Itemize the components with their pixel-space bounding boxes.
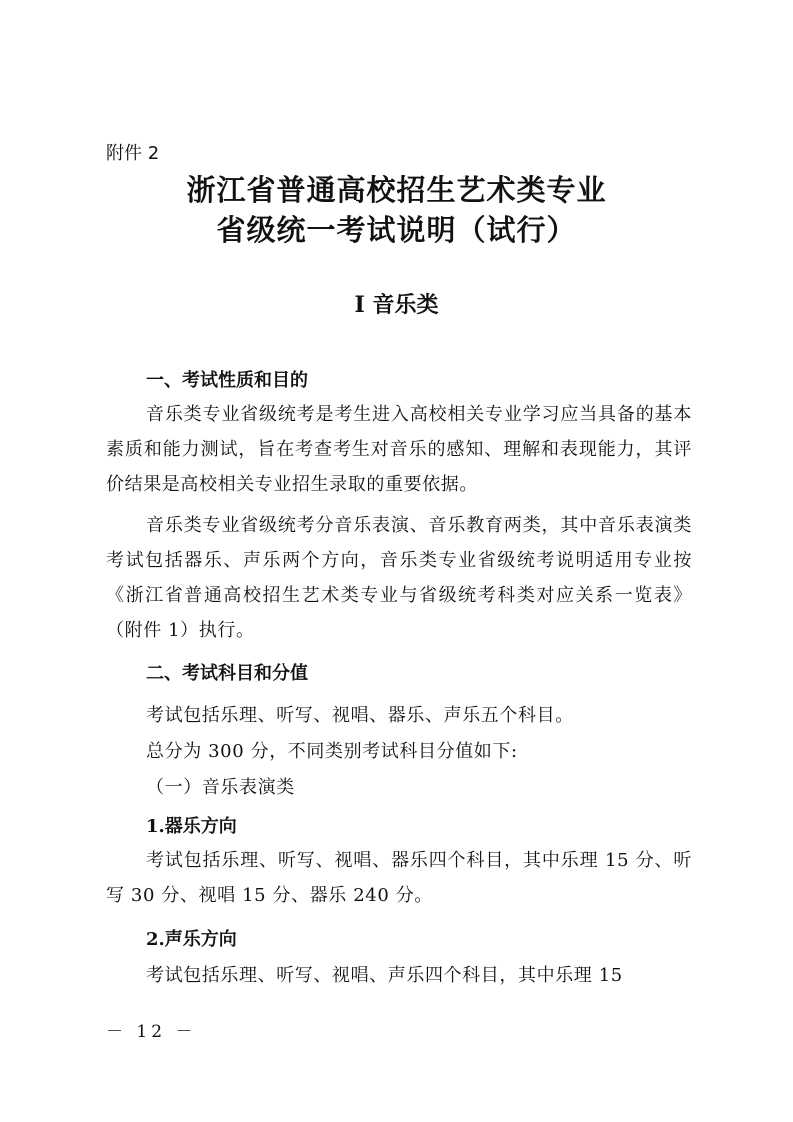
line-vocal: 考试包括乐理、听写、视唱、声乐四个科目，其中乐理 15	[146, 965, 623, 986]
heading-exam-nature: 一、考试性质和目的	[146, 370, 308, 391]
line-performance-category: （一）音乐表演类	[146, 777, 295, 798]
paragraph-instrumental: 考试包括乐理、听写、视唱、器乐四个科目，其中乐理 15 分、听写 30 分、视唱 15 分、器乐 240 分。	[106, 850, 692, 906]
attachment-label: 附件 2	[106, 143, 160, 164]
page-number: － 12 －	[106, 1022, 197, 1042]
document-title-line2: 省级统一考试说明（试行）	[216, 213, 577, 247]
paragraph-exam-nature-2: 音乐类专业省级统考分音乐表演、音乐教育两类，其中音乐表演类考试包括器乐、声乐两个方向，音乐类专业省级统考说明适用专业按《浙江省普通高校招生艺术类专业与省级统考科类对应关系一览表》（附件 1）执行。	[106, 515, 692, 641]
document-title-line1: 浙江省普通高校招生艺术类专业	[186, 173, 607, 207]
heading-exam-subjects: 二、考试科目和分值	[146, 663, 308, 684]
line-total-score: 总分为 300 分，不同类别考试科目分值如下:	[146, 741, 518, 762]
heading-vocal: 2.声乐方向	[146, 929, 237, 950]
line-exam-subjects: 考试包括乐理、听写、视唱、器乐、声乐五个科目。	[146, 705, 574, 726]
section-title: I 音乐类	[354, 292, 439, 318]
paragraph-exam-nature-1: 音乐类专业省级统考是考生进入高校相关专业学习应当具备的基本素质和能力测试，旨在考查考生对音乐的感知、理解和表现能力，其评价结果是高校相关专业招生录取的重要依据。	[106, 404, 692, 495]
heading-instrumental: 1.器乐方向	[146, 816, 237, 837]
